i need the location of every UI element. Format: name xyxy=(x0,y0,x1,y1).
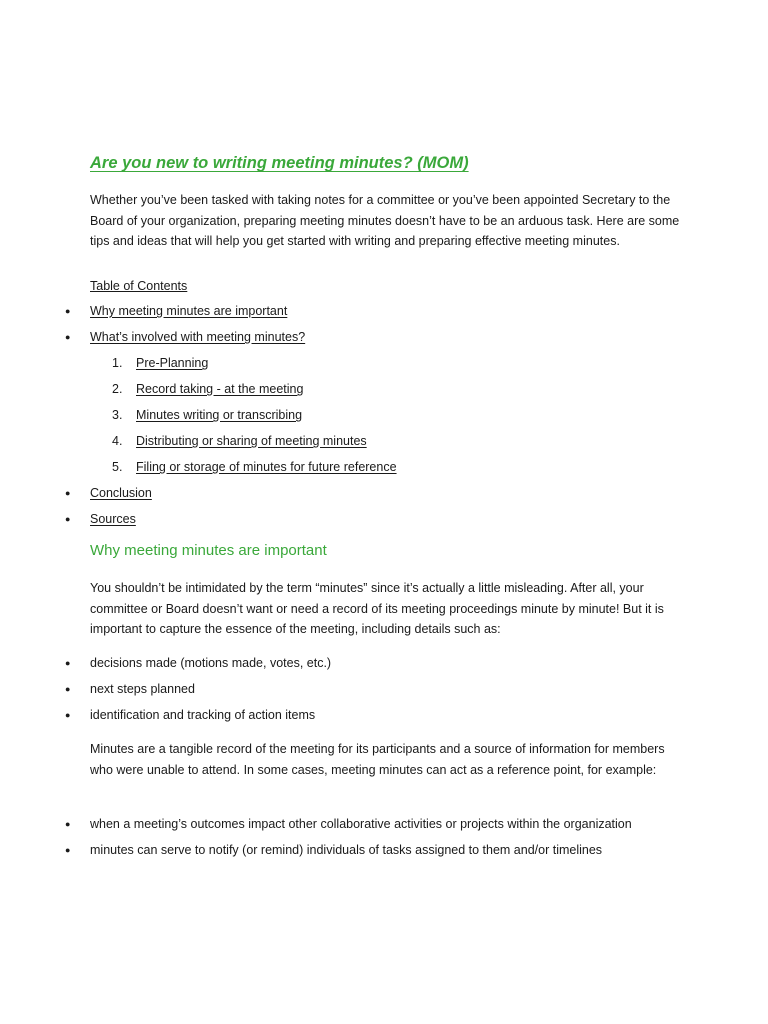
toc-item-whats-involved xyxy=(65,328,305,346)
list-item-text: decisions made (motions made, votes, etc.) xyxy=(90,656,332,670)
bullet-icon: ● xyxy=(65,658,71,668)
toc-subitem-number: 5. xyxy=(112,460,123,474)
list-item-text: next steps planned xyxy=(90,682,195,696)
list-item xyxy=(65,680,195,698)
toc-link-minutes-writing[interactable]: Minutes writing or transcribing xyxy=(136,408,303,422)
list-item xyxy=(65,706,315,724)
list-item xyxy=(65,815,632,833)
bullet-icon: ● xyxy=(65,514,71,524)
toc-link-pre-planning[interactable]: Pre-Planning xyxy=(136,356,209,370)
bullet-icon: ● xyxy=(65,306,71,316)
list-item-text: when a meeting’s outcomes impact other collaborative activities or projects within the organization xyxy=(90,817,632,831)
toc-item-conclusion xyxy=(65,484,152,502)
list-item xyxy=(65,841,602,859)
document-content xyxy=(65,152,690,857)
toc-subitem-number: 4. xyxy=(112,434,123,448)
intro-paragraph: Whether you’ve been tasked with taking notes for a committee or you’ve been appointed Secretary to the Board of your organization, preparing meeting minutes doesn’t have to be an arduous task. Here are some tips and ideas that will help you get started with writing and preparing effective meeting minutes. xyxy=(90,193,680,248)
toc-subitem xyxy=(112,406,302,424)
toc-item-why-important xyxy=(65,302,287,320)
toc-link-conclusion[interactable]: Conclusion xyxy=(90,486,152,500)
toc-subitem xyxy=(112,380,303,398)
list-item-text: identification and tracking of action items xyxy=(90,708,316,722)
bullet-icon: ● xyxy=(65,710,71,720)
list-item xyxy=(65,654,331,672)
section-heading-why-important: Why meeting minutes are important xyxy=(90,542,327,559)
bullet-icon: ● xyxy=(65,845,71,855)
toc-subitem xyxy=(112,354,208,372)
toc-link-distributing[interactable]: Distributing or sharing of meeting minutes xyxy=(136,434,367,448)
toc-link-sources[interactable]: Sources xyxy=(90,512,136,526)
toc-link-record-taking[interactable]: Record taking - at the meeting xyxy=(136,382,304,396)
toc-heading: Table of Contents xyxy=(90,279,188,293)
toc-subitem-number: 1. xyxy=(112,356,123,370)
toc-link-why-important[interactable]: Why meeting minutes are important xyxy=(90,304,288,318)
toc-subitem xyxy=(112,458,397,476)
bullet-icon: ● xyxy=(65,819,71,829)
toc-subitem xyxy=(112,432,367,450)
section1-paragraph: You shouldn’t be intimidated by the term “minutes” since it’s actually a little misleading. After all, your committee or Board doesn’t want or need a record of its meeting proceedings minute by minute! But it is important to capture the essence of the meeting, including details such as: xyxy=(90,581,664,636)
toc-subitem-number: 3. xyxy=(112,408,123,422)
toc-link-filing[interactable]: Filing or storage of minutes for future reference xyxy=(136,460,397,474)
toc-link-whats-involved[interactable]: What’s involved with meeting minutes? xyxy=(90,330,306,344)
toc-subitem-number: 2. xyxy=(112,382,123,396)
bullet-icon: ● xyxy=(65,684,71,694)
list-item-text: minutes can serve to notify (or remind) individuals of tasks assigned to them and/or timelines xyxy=(90,843,603,857)
toc-item-sources xyxy=(65,510,136,528)
document-title: Are you new to writing meeting minutes? (MOM) xyxy=(90,154,469,172)
bullet-icon: ● xyxy=(65,332,71,342)
bullet-icon: ● xyxy=(65,488,71,498)
section1-paragraph-2: Minutes are a tangible record of the meeting for its participants and a source of information for members who were unable to attend. In some cases, meeting minutes can act as a reference point, for example: xyxy=(90,742,665,777)
